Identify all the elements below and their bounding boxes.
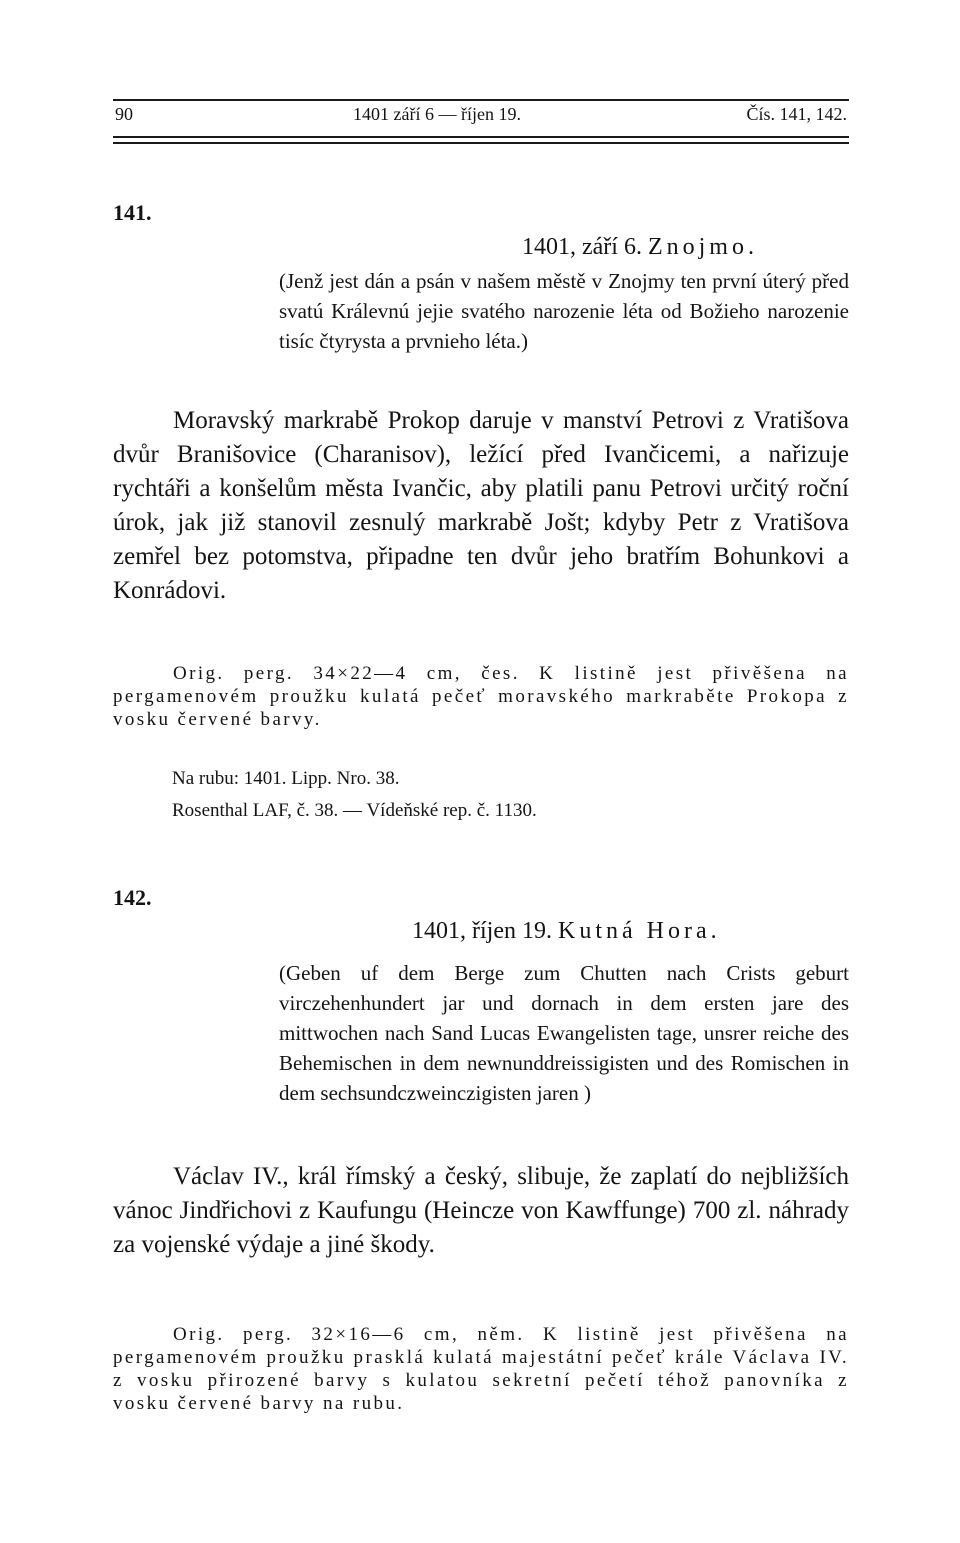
document-date: 1401, říjen 19. (412, 918, 552, 944)
document-original-description: Orig. perg. 34×22—4 cm, čes. K listině jest přivěšena na pergamenovém proužku kulatá pečeť moravského markraběte Prokopa z vosku červené barvy. (113, 663, 849, 730)
document-intro-quote: (Geben uf dem Berge zum Chutten nach Crists geburt virczehenhundert jar und dornach in dem ersten jare des mittwochen nach Sand Lucas Ewangelisten tage, unsrer reiche des Behemischen in dem newnunddreissigisten und des Romischen in dem sechsundczweinczigisten jaren ) (279, 961, 849, 1105)
document-place: Znojmo. (647, 234, 758, 260)
document-references: Rosenthal LAF, č. 38. — Vídeňské rep. č. 1130. (172, 800, 537, 821)
header-rule-top (113, 99, 849, 101)
header-date-range: 1401 září 6 — říjen 19. (353, 104, 521, 124)
document-regest: Václav IV., král římský a český, slibuje, že zaplatí do nejbližších vánoc Jindřichovi z Kaufungu (Heincze von Kawffunge) 700 zl. náhrady za vojenské výdaje a jiné škody. (113, 1163, 849, 1258)
document-dorsal-note: Na rubu: 1401. Lipp. Nro. 38. (172, 768, 400, 789)
document-number: 142. (113, 885, 152, 910)
header-document-numbers: Čís. 141, 142. (746, 104, 847, 124)
document-date: 1401, září 6. (522, 234, 642, 260)
document-dateline (412, 918, 721, 945)
header-rule-double-2 (113, 142, 849, 144)
document-original-description: Orig. perg. 32×16—6 cm, něm. K listině jest přivěšena na pergamenovém proužku prasklá kulatá majestátní pečeť krále Václava IV. z vosku přirozené barvy s kulatou sekretní pečetí téhož panovníka z vosku červené barvy na rubu. (113, 1324, 849, 1414)
document-dateline (522, 234, 758, 261)
running-header (113, 104, 849, 128)
document-place: Kutná Hora. (557, 918, 721, 944)
header-rule-double-1 (113, 136, 849, 138)
document-regest: Moravský markrabě Prokop daruje v manství Petrovi z Vratišova dvůr Branišovice (Charanisov), ležící před Ivančicemi, a nařizuje rychtáři a konšelům města Ivančic, aby platili panu Petrovi určitý roční úrok, jak již stanovil zesnulý markrabě Jošt; kdyby Petr z Vratišova zemřel bez potomstva, připadne ten dvůr jeho bratřím Bohunkovi a Konrádovi. (113, 407, 849, 604)
document-number: 141. (113, 200, 152, 225)
page-number: 90 (115, 104, 133, 124)
document-intro-quote: (Jenž jest dán a psán v našem městě v Znojmy ten první úterý před svatú Králevnú jejie svatého narozenie léta od Božieho narozenie tisíc čtyrysta a prvnieho léta.) (279, 269, 849, 353)
